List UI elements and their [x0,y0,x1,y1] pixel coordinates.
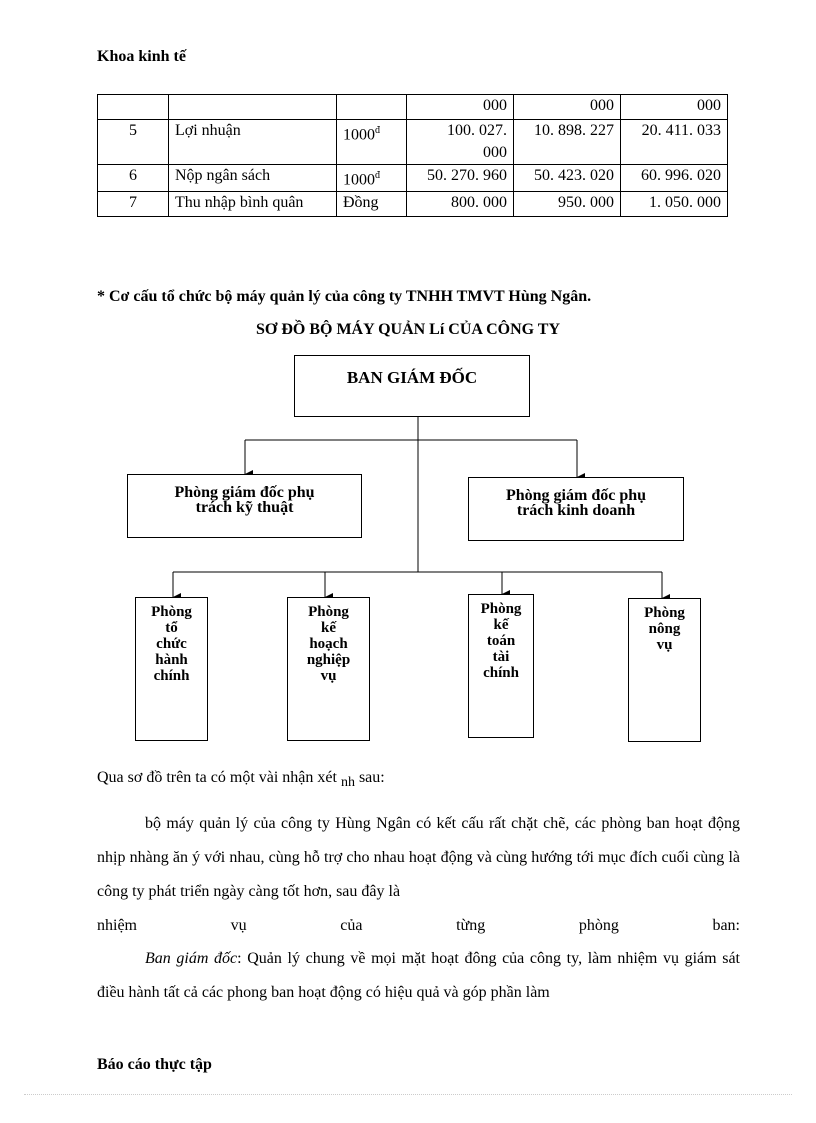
unit-sup: đ [375,125,380,136]
unit-text: 1000 [343,126,375,144]
box-to-chuc-hanh-chinh [135,597,208,741]
box-label: hoạch [309,636,348,652]
table-cell: 6 [98,165,169,192]
word: của [340,917,363,934]
word: vụ [230,917,247,934]
page-footer: Báo cáo thực tập [97,1056,212,1073]
table-cell: 000 [514,95,621,120]
box-label: tài [492,649,510,665]
word: phòng [578,917,619,934]
word: ban: [712,917,740,934]
table-cell: Lợi nhuận [169,120,337,165]
cell-line: 100. 027. [447,122,507,139]
box-label: Phòng [644,605,685,621]
unit-text: 1000 [343,171,375,189]
box-label: Phòng giám đốc phụ [505,487,647,504]
box-label: nghiệp [306,652,351,668]
table-cell: 950. 000 [514,192,621,217]
box-label: BAN GIÁM ĐỐC [346,368,478,387]
box-label: chính [483,665,519,681]
box-label: trách kỹ thuật [195,499,294,516]
table-cell: Nộp ngân sách [169,165,337,192]
box-label: tổ [165,620,178,636]
table-cell: 1. 050. 000 [621,192,728,217]
box-label: toán [486,633,516,649]
word: nhiệm [97,917,137,934]
box-ke-toan-tai-chinh [468,594,534,738]
table-cell: 000 [407,95,514,120]
box-label: chính [153,668,190,684]
table-cell: Thu nhập bình quân [169,192,337,217]
box-nong-vu [628,598,701,742]
box-ban-giam-doc [294,355,530,417]
box-label: Phòng [151,604,192,620]
text-run: nh [340,775,355,790]
word: từng [456,917,486,934]
table-cell: 50. 423. 020 [514,165,621,192]
box-label: hành [155,652,188,668]
box-pgd-kinh-doanh [468,477,684,541]
paragraph-structure [97,807,740,943]
cell-line: 000 [483,144,507,161]
table-cell: 10. 898. 227 [514,120,621,165]
box-label: Phòng [480,601,522,617]
paragraph-ban-giam-doc [97,942,740,1010]
box-label: vụ [656,637,673,653]
text-run: : Quản lý chung về mọi mặt hoạt đông của công ty, làm nhiệm vụ giám sát điều hành tất cả các phong ban hoạt động có hiệu quả và góp phần làm [97,950,741,1001]
table-cell: 20. 411. 033 [621,120,728,165]
box-label: kế [321,620,336,636]
text-run: sau: [358,769,385,786]
justified-last-line [97,909,740,943]
table-cell: Đồng [337,192,407,217]
unit-sup: đ [375,170,380,181]
section-title: * Cơ cấu tổ chức bộ máy quản lý của công ty TNHH TMVT Hùng Ngân. [97,288,592,305]
diagram-title: SƠ ĐỒ BỘ MÁY QUẢN Lí CỦA CÔNG TY [255,321,561,338]
text-run: Qua sơ đồ trên ta có một vài nhận xét [97,769,337,786]
table-cell: 7 [98,192,169,217]
text-run: bộ máy quản lý của công ty Hùng Ngân có kết cấu rất chặt chẽ, các phòng ban hoạt động nhịp nhàng ăn ý với nhau, cùng hỗ trợ cho nhau hoạt động và cùng hướng tới mục đích cuối cùng là công ty phát triển ngày càng tốt hơn, sau đây là [97,815,740,900]
box-label: trách kinh doanh [516,502,636,519]
table-cell: 60. 996. 020 [621,165,728,192]
table-cell: 5 [98,120,169,165]
paragraph-intro [97,769,740,790]
box-ke-hoach-nghiep-vu [287,597,370,741]
page-header: Khoa kinh tế [97,48,186,65]
box-label: Phòng giám đốc phụ [174,484,315,501]
page-bottom-divider [24,1094,792,1095]
box-label: nông [648,621,681,637]
table-cell: 50. 270. 960 [407,165,514,192]
table-cell: 800. 000 [407,192,514,217]
box-label: kế [493,617,509,633]
box-pgd-ky-thuat [127,474,362,538]
box-label: Phòng [308,604,349,620]
italic-term: Ban giám đốc [145,950,238,967]
box-label: chức [156,636,187,652]
box-label: vụ [320,668,337,684]
table-cell: 000 [621,95,728,120]
